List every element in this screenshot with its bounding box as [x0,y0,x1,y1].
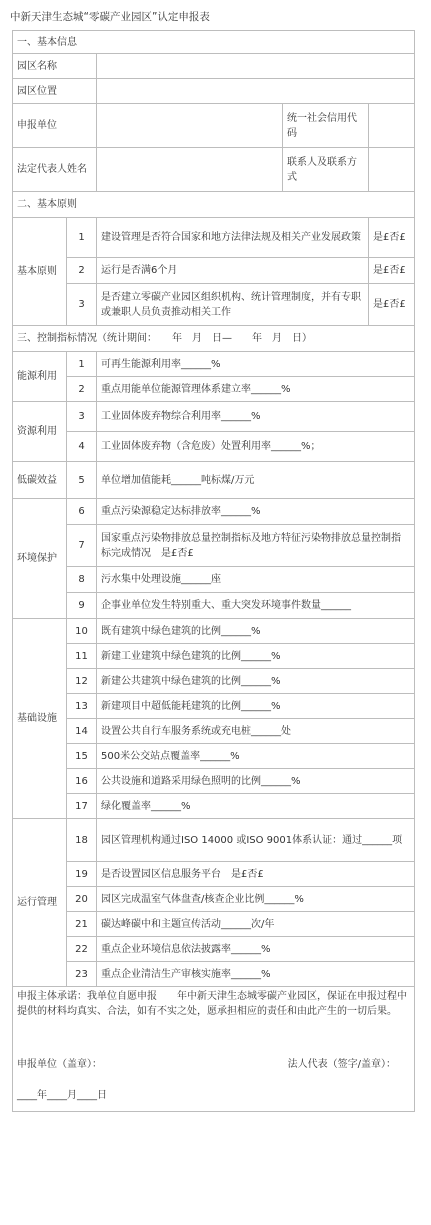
indicator-text[interactable]: 新建公共建筑中绿色建筑的比例______% [97,669,415,694]
indicator-row [13,694,415,719]
indicator-num: 12 [67,669,97,694]
indicator-num: 15 [67,744,97,769]
indicator-text[interactable]: 重点企业环境信息依法披露率______% [97,937,415,962]
contact-label: 联系人及联系方式 [283,148,369,192]
pledge-cell [13,987,415,1112]
indicator-text[interactable]: 园区完成温室气体盘查/核查企业比例______% [97,887,415,912]
indicator-row [13,619,415,644]
indicator-group-label: 能源利用 [13,352,67,402]
legal-rep-label: 法定代表人姓名 [13,148,97,192]
indicator-num: 2 [67,377,97,402]
indicator-row [13,862,415,887]
indicator-text[interactable]: 绿化覆盖率______% [97,794,415,819]
indicator-group-label: 环境保护 [13,499,67,619]
indicator-text[interactable]: 工业固体废弃物（含危废）处置利用率______%； [97,432,415,462]
legal-rep-field[interactable] [97,148,283,192]
indicator-num: 10 [67,619,97,644]
indicator-text[interactable]: 国家重点污染物排放总量控制指标及地方特征污染物排放总量控制指标完成情况 是£否£ [97,525,415,567]
indicator-num: 20 [67,887,97,912]
indicator-num: 14 [67,719,97,744]
principle-choice[interactable]: 是£否£ [369,258,415,284]
park-location-label: 园区位置 [13,79,97,104]
indicator-row [13,462,415,499]
indicator-num: 23 [67,962,97,987]
indicator-row [13,794,415,819]
indicator-row [13,744,415,769]
indicator-text[interactable]: 重点用能单位能源管理体系建立率______% [97,377,415,402]
indicator-row [13,719,415,744]
indicator-text[interactable]: 500米公交站点覆盖率______% [97,744,415,769]
indicator-text[interactable]: 是否设置园区信息服务平台 是£否£ [97,862,415,887]
principle-text: 建设管理是否符合国家和地方法律法规及相关产业发展政策 [97,218,369,258]
indicator-row [13,912,415,937]
indicator-row [13,669,415,694]
indicator-num: 5 [67,462,97,499]
indicator-text[interactable]: 企事业单位发生特别重大、重大突发环境事件数量______ [97,593,415,619]
indicator-row [13,769,415,794]
indicator-row [13,962,415,987]
indicator-text[interactable]: 新建工业建筑中绿色建筑的比例______% [97,644,415,669]
indicator-num: 16 [67,769,97,794]
indicator-text[interactable]: 重点企业清洁生产审核实施率______% [97,962,415,987]
park-name-label: 园区名称 [13,54,97,79]
principle-choice[interactable]: 是£否£ [369,284,415,326]
indicator-text[interactable]: 园区管理机构通过ISO 14000 或ISO 9001体系认证：通过______项 [97,819,415,862]
indicator-row [13,567,415,593]
indicator-row [13,499,415,525]
indicator-num: 7 [67,525,97,567]
applicant-label: 申报单位 [13,104,97,148]
applicant-seal-label[interactable]: 申报单位（盖章）： [17,1059,102,1070]
pledge-row [13,987,415,1112]
indicator-text[interactable]: 新建项目中超低能耗建筑的比例______% [97,694,415,719]
credit-code-label: 统一社会信用代码 [283,104,369,148]
indicator-text[interactable]: 污水集中处理设施______座 [97,567,415,593]
indicator-row [13,644,415,669]
indicator-num: 1 [67,352,97,377]
indicator-text[interactable]: 公共设施和道路采用绿色照明的比例______% [97,769,415,794]
indicator-num: 17 [67,794,97,819]
indicator-num: 6 [67,499,97,525]
indicator-num: 4 [67,432,97,462]
indicator-group-label: 运行管理 [13,819,67,987]
indicator-num: 11 [67,644,97,669]
indicator-num: 18 [67,819,97,862]
indicator-text[interactable]: 重点污染源稳定达标排放率______% [97,499,415,525]
signature-line [17,1057,410,1072]
indicator-text[interactable]: 设置公共自行车服务系统或充电桩______处 [97,719,415,744]
principle-num: 3 [67,284,97,326]
indicator-row [13,593,415,619]
indicator-group-label: 资源利用 [13,402,67,462]
principle-text: 是否建立零碳产业园区组织机构、统计管理制度，并有专职或兼职人员负责推动相关工作 [97,284,369,326]
park-location-field[interactable] [97,79,415,104]
indicator-row [13,937,415,962]
section-principles-heading: 二、基本原则 [13,192,415,218]
section-indicators-heading: 三、控制指标情况（统计期间： 年 月 日— 年 月 日） [13,326,415,352]
applicant-field[interactable] [97,104,283,148]
date-line[interactable]: ____年____月____日 [17,1090,107,1101]
indicator-group-label: 基础设施 [13,619,67,819]
section-basic-info-heading: 一、基本信息 [13,31,415,54]
indicator-num: 13 [67,694,97,719]
indicator-row [13,352,415,377]
contact-field[interactable] [369,148,415,192]
principle-num: 1 [67,218,97,258]
indicator-row [13,432,415,462]
legal-sign-label[interactable]: 法人代表（签字/盖章）： [287,1059,396,1070]
indicator-num: 22 [67,937,97,962]
principle-text: 运行是否满6个月 [97,258,369,284]
indicator-text[interactable]: 可再生能源利用率______% [97,352,415,377]
form-title: 中新天津生态城“零碳产业园区”认定申报表 [10,11,210,23]
application-form-table [12,30,415,1112]
indicator-num: 9 [67,593,97,619]
indicator-text[interactable]: 单位增加值能耗______吨标煤/万元 [97,462,415,499]
park-name-field[interactable] [97,54,415,79]
indicator-group-label: 低碳效益 [13,462,67,499]
indicator-row [13,402,415,432]
indicator-num: 3 [67,402,97,432]
indicator-num: 19 [67,862,97,887]
indicator-row [13,525,415,567]
principles-group-label: 基本原则 [13,218,67,326]
pledge-text: 申报主体承诺：我单位自愿申报 年中新天津生态城零碳产业园区，保证在申报过程中提供的材料均真实、合法，如有不实之处，愿承担相应的责任和由此产生的一切后果。 [17,991,407,1017]
indicator-num: 8 [67,567,97,593]
principle-num: 2 [67,258,97,284]
principle-choice[interactable]: 是£否£ [369,218,415,258]
indicator-row [13,819,415,862]
indicator-text[interactable]: 碳达峰碳中和主题宣传活动______次/年 [97,912,415,937]
indicator-text[interactable]: 既有建筑中绿色建筑的比例______% [97,619,415,644]
indicator-row [13,887,415,912]
indicator-text[interactable]: 工业固体废弃物综合利用率______% [97,402,415,432]
indicator-row [13,377,415,402]
indicator-num: 21 [67,912,97,937]
credit-code-field[interactable] [369,104,415,148]
